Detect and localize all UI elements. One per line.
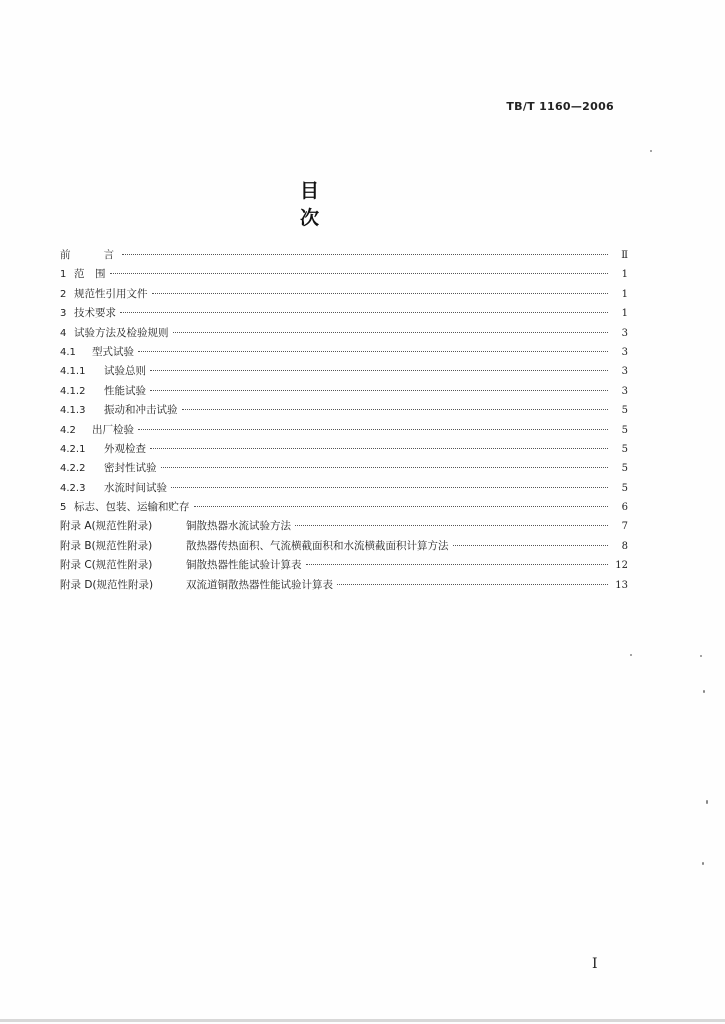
- toc-entry: [60, 401, 628, 420]
- toc-entry-number: 5: [60, 502, 67, 514]
- toc-entry: [60, 517, 628, 536]
- toc-leader-dots: [122, 254, 608, 255]
- toc-entry-title: 试验方法及检验规则: [74, 326, 169, 339]
- toc-entry-title: 技术要求: [74, 307, 116, 320]
- toc-entry-number: 4.2: [60, 424, 76, 436]
- toc-entry-title: 型式试验: [92, 345, 134, 358]
- toc-entry-title: 振动和冲击试验: [104, 404, 178, 417]
- scan-speck: [700, 655, 702, 657]
- toc-entry-title: 水流时间试验: [104, 481, 167, 494]
- toc-entry-page: 8: [621, 540, 628, 552]
- toc-entry-page: 5: [621, 424, 628, 436]
- toc-leader-dots: [138, 351, 608, 352]
- toc-entry-number: 4: [60, 327, 67, 339]
- toc-entry-title: 外观检查: [104, 442, 146, 455]
- toc-entry-page: 3: [621, 385, 628, 397]
- toc-entry-number: 1: [60, 269, 67, 281]
- toc-entry-number: 4.2.2: [60, 463, 86, 475]
- page-number: I: [592, 956, 598, 972]
- toc-entry-number: 4.1.3: [60, 405, 86, 417]
- toc-entry-page: 5: [621, 463, 628, 475]
- toc-entry: [60, 421, 628, 440]
- toc-entry-page: 1: [621, 288, 628, 300]
- toc-leader-dots: [110, 273, 609, 274]
- toc-entry-title: 散热器传热面积、气流横截面积和水流横截面积计算方法: [186, 539, 449, 552]
- toc-entry-title: 性能试验: [104, 384, 146, 397]
- toc-entry: [60, 382, 628, 401]
- toc-leader-dots: [120, 312, 608, 313]
- toc-leader-dots: [171, 487, 608, 488]
- scan-speck: [650, 150, 652, 152]
- toc-entry-number: 3: [60, 308, 67, 320]
- toc-entry-number: 附录 D(规范性附录): [60, 578, 154, 591]
- scan-speck: [630, 654, 632, 656]
- toc-entry-page: Ⅱ: [621, 250, 628, 261]
- toc-entry-page: 7: [621, 521, 628, 533]
- toc-entry: [60, 459, 628, 478]
- toc-entry: [60, 265, 628, 284]
- toc-entry-number: 附录 B(规范性附录): [60, 539, 153, 552]
- standard-code: TB/T 1160—2006: [506, 100, 614, 113]
- toc-leader-dots: [138, 429, 608, 430]
- toc-entry-page: 5: [621, 443, 628, 455]
- toc-leader-dots: [337, 584, 608, 585]
- toc-leader-dots: [453, 545, 609, 546]
- toc-entry: [60, 246, 628, 265]
- toc-entry-page: 3: [621, 346, 628, 358]
- toc-leader-dots: [150, 370, 608, 371]
- toc-leader-dots: [173, 332, 609, 333]
- toc-entry-page: 5: [621, 405, 628, 417]
- toc-entry-page: 1: [621, 308, 628, 320]
- toc-entry-page: 5: [621, 482, 628, 494]
- toc-leader-dots: [182, 409, 609, 410]
- scan-edge: [0, 1019, 725, 1022]
- toc-entry-page: 13: [615, 579, 628, 591]
- toc-leader-dots: [152, 293, 609, 294]
- toc-entry-number: 4.1.2: [60, 385, 86, 397]
- toc-entry: [60, 343, 628, 362]
- toc-leader-dots: [161, 467, 609, 468]
- toc-entry: [60, 556, 628, 575]
- toc-entry: [60, 576, 628, 595]
- toc-entry: [60, 498, 628, 517]
- toc-entry-title: 铜散热器性能试验计算表: [186, 559, 302, 572]
- toc-entry-number: 4.1.1: [60, 366, 86, 378]
- toc-entry-title: 密封性试验: [104, 462, 157, 475]
- toc-entry-title: 规范性引用文件: [74, 287, 148, 300]
- toc-entry-number: 4.2.1: [60, 443, 86, 455]
- toc-leader-dots: [306, 564, 609, 565]
- toc-entry-number: 4.1: [60, 346, 76, 358]
- toc-entry-title: 前 言: [60, 249, 118, 261]
- toc-entry-title: 铜散热器水流试验方法: [186, 520, 291, 533]
- toc-leader-dots: [295, 525, 608, 526]
- table-of-contents: [60, 246, 628, 595]
- toc-entry-number: 附录 C(规范性附录): [60, 559, 153, 572]
- scan-speck: [706, 800, 708, 804]
- toc-entry-number: 4.2.3: [60, 482, 86, 494]
- toc-entry-title: 双流道铜散热器性能试验计算表: [186, 578, 333, 591]
- toc-entry: [60, 362, 628, 381]
- toc-entry-page: 3: [621, 366, 628, 378]
- toc-leader-dots: [194, 506, 609, 507]
- toc-entry: [60, 537, 628, 556]
- toc-entry: [60, 285, 628, 304]
- toc-entry: [60, 479, 628, 498]
- toc-entry-page: 3: [621, 327, 628, 339]
- toc-entry-title: 出厂检验: [92, 423, 134, 436]
- toc-entry: [60, 304, 628, 323]
- toc-entry: [60, 324, 628, 343]
- toc-leader-dots: [150, 448, 608, 449]
- toc-entry-page: 12: [615, 560, 628, 572]
- toc-entry-title: 范 围: [74, 268, 106, 281]
- toc-entry-page: 6: [621, 502, 628, 514]
- toc-entry-title: 试验总则: [104, 365, 146, 378]
- toc-entry-page: 1: [621, 269, 628, 281]
- scan-speck: [703, 690, 705, 693]
- toc-entry-title: 标志、包装、运输和贮存: [74, 501, 190, 514]
- scan-speck: [702, 862, 704, 865]
- toc-entry-number: 附录 A(规范性附录): [60, 520, 153, 533]
- toc-leader-dots: [150, 390, 608, 391]
- toc-entry: [60, 440, 628, 459]
- toc-entry-number: 2: [60, 288, 67, 300]
- page-title: 目次: [300, 180, 360, 229]
